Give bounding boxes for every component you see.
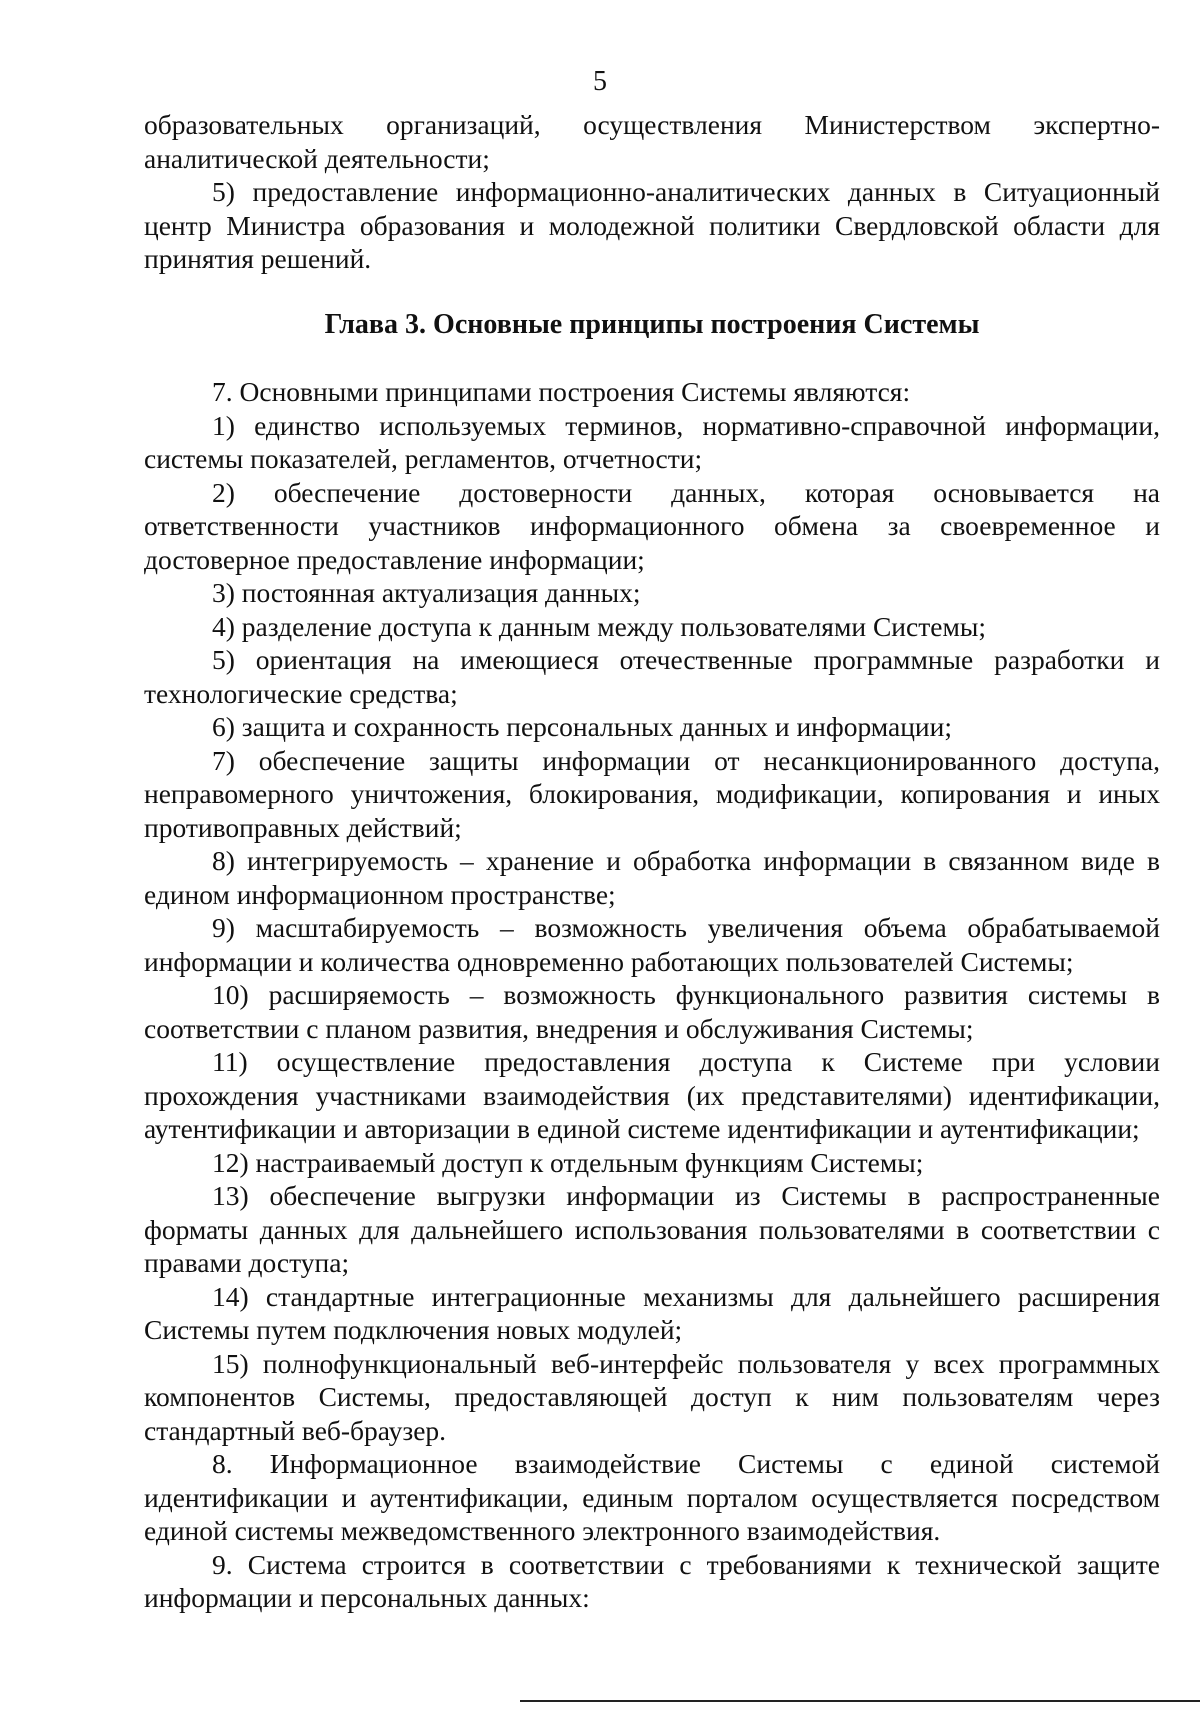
principle-item: 9) масштабируемость – возможность увеличения объема обрабатываемой информации и количества одновременно работающих пользователей Системы; bbox=[144, 912, 1160, 977]
principle-item: 14) стандартные интеграционные механизмы для дальнейшего расширения Системы путем подключения новых модулей; bbox=[144, 1280, 1160, 1345]
principle-item: 1) единство используемых терминов, нормативно-справочной информации, системы показателей, регламентов, отчетности; bbox=[144, 409, 1160, 474]
principle-item: 11) осуществление предоставления доступа к Системе при условии прохождения участниками взаимодействия (их представителями) идентификации, аутентификации и авторизации в единой системе идентификации и аутентификации; bbox=[144, 1046, 1160, 1144]
principle-item: 15) полнофункциональный веб-интерфейс пользователя у всех программных компонентов Системы, предоставляющей доступ к ним пользователям через стандартный веб-браузер. bbox=[144, 1347, 1160, 1446]
principle-item: 3) постоянная актуализация данных; bbox=[212, 577, 641, 608]
principle-item: 13) обеспечение выгрузки информации из Системы в распространенные форматы данных для дальнейшего использования пользователями в соответствии с правами доступа; bbox=[144, 1180, 1160, 1278]
principle-item: 7) обеспечение защиты информации от несанкционированного доступа, неправомерного уничтожения, блокирования, модификации, копирования и иных противоправных действий; bbox=[144, 744, 1160, 843]
principle-item: 12) настраиваемый доступ к отдельным функциям Системы; bbox=[212, 1146, 924, 1178]
principle-item: 10) расширяемость – возможность функционального развития системы в соответствии с планом развития, внедрения и обслуживания Системы; bbox=[144, 979, 1160, 1044]
principle-item: 6) защита и сохранность персональных данных и информации; bbox=[212, 711, 953, 742]
page-number: 5 bbox=[593, 66, 607, 97]
document-body bbox=[144, 108, 1160, 1615]
chapter-heading: Глава 3. Основные принципы построения Системы bbox=[324, 308, 980, 340]
continuation-paragraph: образовательных организаций, осуществления Министерством экспертно-аналитической деятельности; bbox=[144, 109, 1160, 174]
scan-edge-line bbox=[520, 1700, 1200, 1702]
section-7-intro: 7. Основными принципами построения Системы являются: bbox=[212, 376, 911, 407]
principle-item: 4) разделение доступа к данным между пользователями Системы; bbox=[212, 610, 986, 642]
section-9-paragraph: 9. Система строится в соответствии с требованиями к технической защите информации и персональных данных: bbox=[144, 1548, 1160, 1613]
principle-item: 2) обеспечение достоверности данных, которая основывается на ответственности участников информационного обмена за своевременное и достоверное предоставление информации; bbox=[144, 476, 1160, 575]
principle-item: 8) интегрируемость – хранение и обработка информации в связанном виде в едином информационном пространстве; bbox=[144, 845, 1160, 910]
principle-item: 5) ориентация на имеющиеся отечественные программные разработки и технологические средства; bbox=[144, 644, 1160, 709]
section-8-paragraph: 8. Информационное взаимодействие Системы с единой системой идентификации и аутентификации, единым порталом осуществляется посредством единой системы межведомственного электронного взаимодействия. bbox=[144, 1448, 1160, 1546]
intro-item: 5) предоставление информационно-аналитических данных в Ситуационный центр Министра образования и молодежной политики Свердловской области для принятия решений. bbox=[144, 176, 1160, 274]
